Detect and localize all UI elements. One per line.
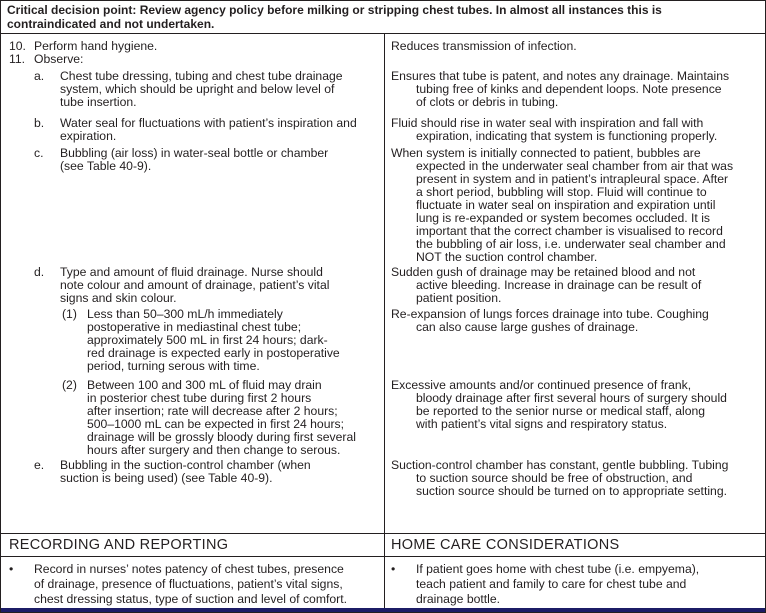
recording-line: Record in nurses’ notes patency of chest tubes, presence [34, 562, 344, 576]
rationale-line: When system is initially connected to patient, bubbles are [391, 146, 701, 160]
step-line: Less than 50–300 mL/h immediately [87, 307, 283, 321]
rationale-line: active bleeding. Increase in drainage can be result of [416, 278, 702, 292]
step-line: red drainage is expected early in postoperative [87, 346, 340, 360]
step-line: tube insertion. [60, 95, 137, 109]
sub-number: (2) [62, 378, 77, 392]
step-line: Water seal for fluctuations with patient’s inspiration and [60, 116, 357, 130]
step-text: Perform hand hygiene. [34, 39, 158, 53]
rationale-line: fluctuate in water seal on inspiration and expiration until [416, 198, 716, 212]
rationale-line: Excessive amounts and/or continued presence of frank, [391, 378, 692, 392]
section-divider [1, 533, 765, 534]
step-line: suction is being used) (see Table 40-9). [60, 471, 273, 485]
home-care-line: If patient goes home with chest tube (i.e. empyema), [416, 562, 700, 576]
sub-letter: a. [34, 69, 45, 83]
rationale-line: can also cause large gushes of drainage. [416, 320, 639, 334]
rationale-line: bloody drainage after first several hours of surgery should [416, 391, 727, 405]
step-line: Bubbling (air loss) in water-seal bottle or chamber [60, 146, 329, 160]
rationale-line: patient position. [416, 291, 502, 305]
step-line: 500–1000 mL can be expected in first 24 hours; [87, 417, 345, 431]
section-divider [1, 556, 765, 557]
sub-number: (1) [62, 307, 77, 321]
rationale-line: expiration, indicating that system is functioning properly. [416, 129, 718, 143]
rationale-line: suction source should be turned on to appropriate setting. [416, 484, 727, 498]
rationale-line: expected in the underwater seal chamber from air that was [416, 159, 734, 173]
sub-letter: d. [34, 265, 45, 279]
rationale-line: Sudden gush of drainage may be retained blood and not [391, 265, 696, 279]
step-line: Bubbling in the suction-control chamber (when [60, 458, 311, 472]
step-line: expiration. [60, 129, 117, 143]
rationale-line: Re-expansion of lungs forces drainage into tube. Coughing [391, 307, 709, 321]
critical-decision-note [1, 1, 765, 34]
critical-label: Critical decision point: [7, 3, 137, 17]
rationale-line: tubing free of kinks and dependent loops. Note presence [416, 82, 722, 96]
recording-line: of drainage, presence of fluctuations, patient’s vital signs, [34, 577, 343, 591]
rationale-line: be reported to the senior nurse or medical staff, along [416, 404, 706, 418]
recording-title: RECORDING AND REPORTING [9, 537, 229, 553]
sub-letter: c. [34, 146, 44, 160]
home-care-title: HOME CARE CONSIDERATIONS [391, 537, 620, 553]
recording-line: chest dressing status, type of suction and level of comfort. [34, 592, 347, 606]
bullet: • [9, 562, 14, 576]
rationale-line: present in system and in patient’s intrapleural space. After [416, 172, 729, 186]
step-line: Chest tube dressing, tubing and chest tube drainage [60, 69, 343, 83]
rationale-line: to suction source should be free of obstruction, and [416, 471, 693, 485]
home-care-line: teach patient and family to care for chest tube and [416, 577, 687, 591]
bullet: • [391, 562, 396, 576]
rationale-line: NOT the suction control chamber. [416, 250, 598, 264]
step-line: hours after surgery and then change to serous. [87, 443, 341, 457]
step-line: postoperative in mediastinal chest tube; [87, 320, 302, 334]
step-line: Type and amount of fluid drainage. Nurse should [60, 265, 323, 279]
rationale-line: of clots or debris in tubing. [416, 95, 559, 109]
critical-text-1: Review agency policy before milking or stripping chest tubes. In almost all instances this is [136, 3, 662, 17]
rationale-line: important that the correct chamber is visualised to record [416, 224, 723, 238]
step-line: period, turning serous with time. [87, 359, 260, 373]
step-line: after insertion; rate will decrease after 2 hours; [87, 404, 338, 418]
rationale-line: with patient’s vital signs and respiratory status. [416, 417, 668, 431]
home-care-line: drainage bottle. [416, 592, 501, 606]
step-line: drainage will be grossly bloody during first several [87, 430, 356, 444]
step-number: 11. [9, 52, 26, 66]
column-divider [384, 34, 385, 612]
step-line: note colour and amount of drainage, patient’s vital [60, 278, 330, 292]
sub-letter: e. [34, 458, 45, 472]
rationale-line: a short period, bubbling will stop. Fluid will continue to [416, 185, 707, 199]
rationale-line: Fluid should rise in water seal with inspiration and fall with [391, 116, 704, 130]
rationale-line: lung is re-expanded or system becomes occluded. It is [416, 211, 710, 225]
step-line: (see Table 40-9). [60, 159, 152, 173]
step-line: system, which should be upright and below level of [60, 82, 335, 96]
step-line: approximately 500 mL in first 24 hours; dark- [87, 333, 328, 347]
rationale-line: Suction-control chamber has constant, gentle bubbling. Tubing [391, 458, 729, 472]
step-line: signs and skin colour. [60, 291, 177, 305]
sub-letter: b. [34, 116, 45, 130]
page-bottom-rule [1, 608, 765, 612]
step-line: Between 100 and 300 mL of fluid may drain [87, 378, 322, 392]
step-rationale: Reduces transmission of infection. [391, 39, 577, 53]
step-text: Observe: [34, 52, 84, 66]
rationale-line: Ensures that tube is patent, and notes any drainage. Maintains [391, 69, 730, 83]
critical-text-2: contraindicated and not undertaken. [7, 17, 215, 31]
step-number: 10. [9, 39, 26, 53]
rationale-line: the bubbling of air loss, i.e. underwater seal chamber and [416, 237, 726, 251]
step-line: in posterior chest tube during first 2 hours [87, 391, 312, 405]
